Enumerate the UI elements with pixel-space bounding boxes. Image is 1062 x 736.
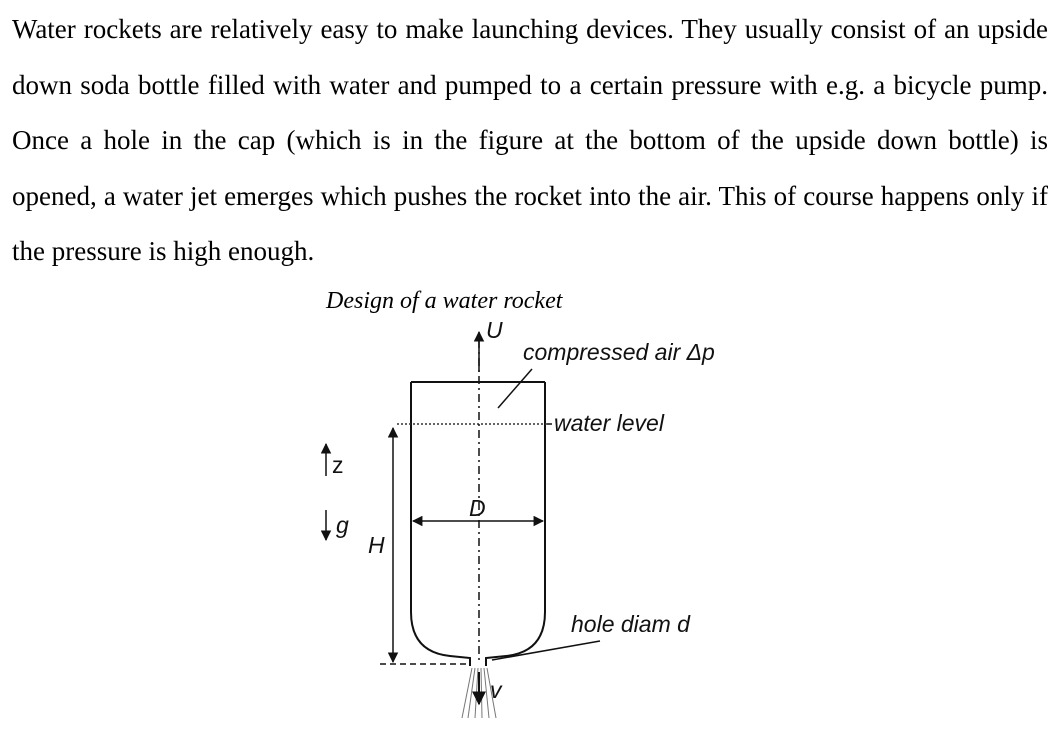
hole-label: hole diam d: [571, 611, 690, 637]
z-axis-label: z: [332, 452, 344, 478]
water-level-label: water level: [554, 410, 664, 436]
figure-title: Design of a water rocket: [326, 288, 563, 314]
diameter-label: D: [469, 495, 486, 521]
gravity-label: g: [336, 512, 349, 538]
compressed-air-label: compressed air Δp: [523, 339, 715, 365]
intro-paragraph: Water rockets are relatively easy to make launching devices. They usually consist of an upside down soda bottle filled with water and pumped to a certain pressure with e.g. a bicycle pump. Once a hole in the cap (which is in the figure at the bottom of the upside down bottle) is opened, a water jet emerges which pushes the rocket into the air. This of course happens only if the pressure is high enough.: [12, 14, 1048, 266]
velocity-up-label: U: [486, 317, 503, 343]
height-label: H: [368, 532, 385, 558]
jet-velocity-label: v: [490, 677, 502, 703]
hole-leader: [492, 641, 600, 660]
compressed-air-leader: [498, 369, 532, 408]
